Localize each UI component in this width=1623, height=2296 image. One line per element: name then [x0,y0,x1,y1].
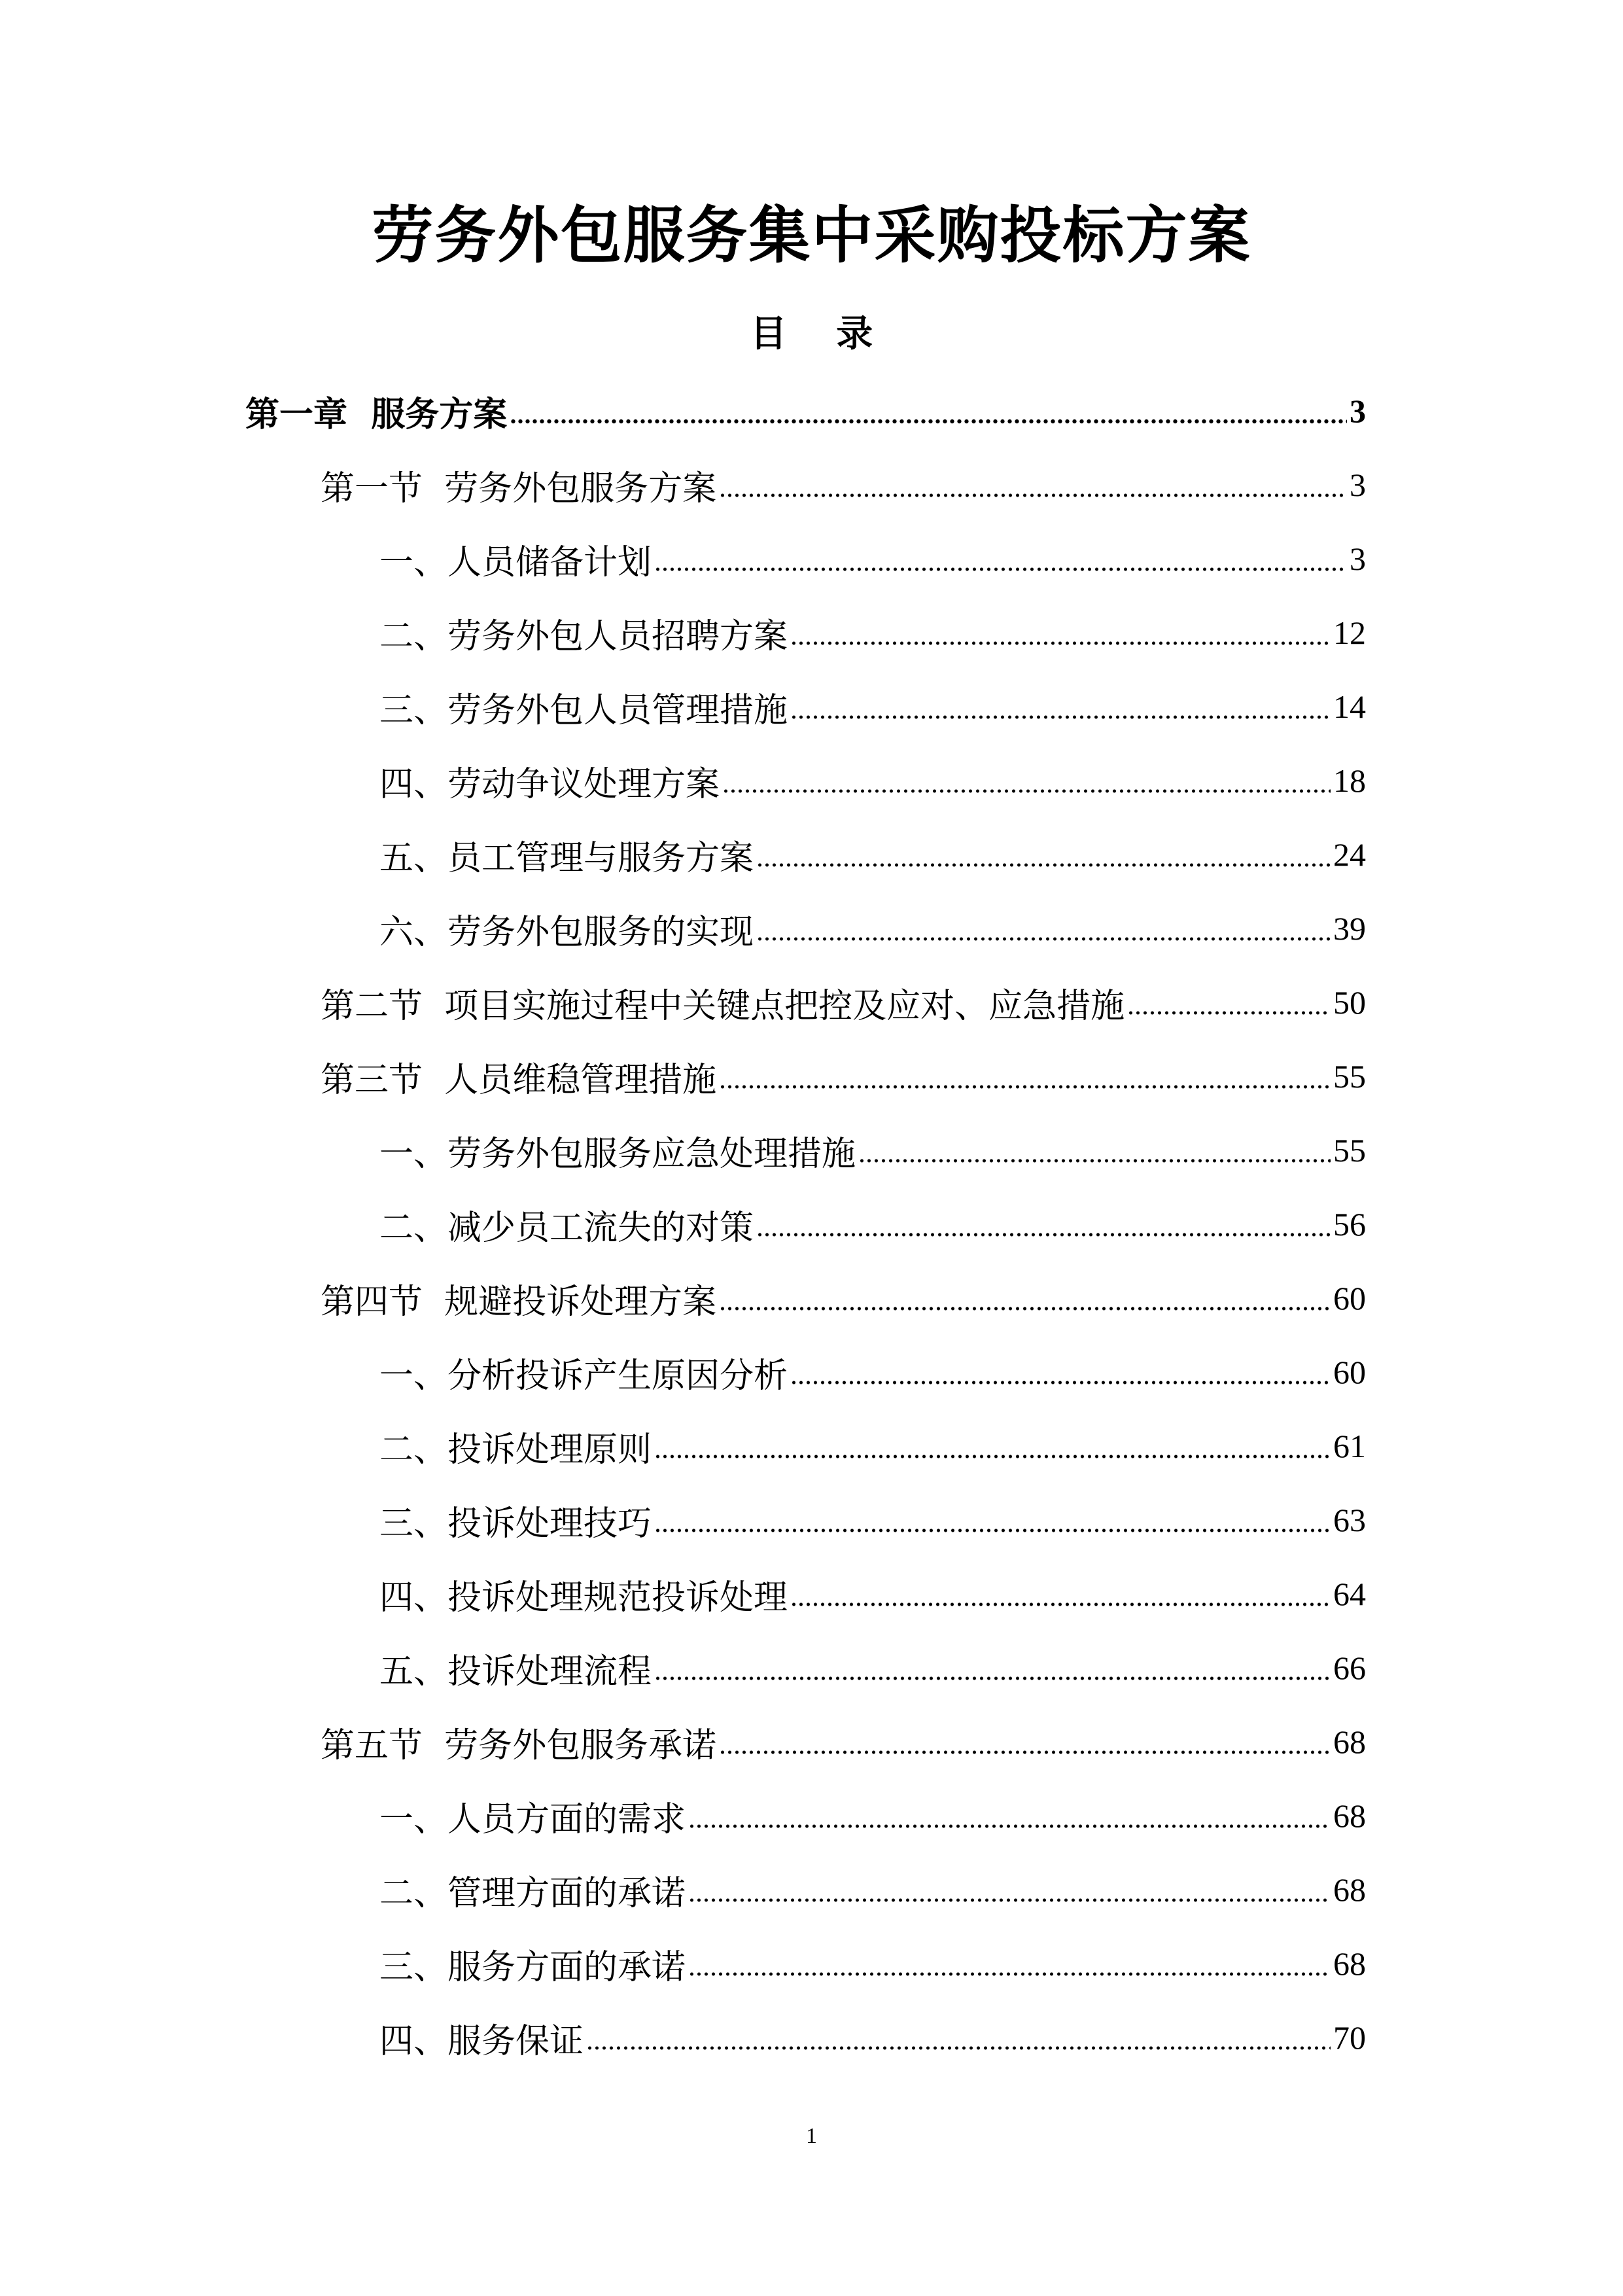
toc-entry-number: 二、 [379,1430,448,1470]
toc-entry-number: 一、 [379,1134,448,1174]
toc-entry-item[interactable] [379,529,1366,588]
dot-leader [790,1601,1331,1608]
toc-entry-item[interactable] [379,1195,1366,1254]
toc-entry-number: 第四节 [321,1282,423,1322]
toc-entry-title: 项目实施过程中关键点把控及应对、应急措施 [444,986,1125,1026]
toc-entry-number: 二、 [379,1873,448,1913]
toc-entry-page: 66 [1333,1650,1366,1686]
dot-leader [719,492,1347,499]
toc-entry-number: 五、 [379,838,448,878]
toc-entry-page: 3 [1350,393,1366,429]
toc-entry-number: 四、 [379,764,448,804]
toc-entry-title: 投诉处理技巧 [447,1504,652,1544]
toc-entry-page: 68 [1333,1871,1366,1908]
dot-leader [688,1971,1331,1977]
toc-entry-number: 第五节 [321,1725,423,1765]
toc-entry-item[interactable] [379,1638,1366,1697]
toc-entry-item[interactable] [379,1934,1366,1993]
toc-entry-section-1[interactable] [321,455,1366,514]
toc-entry-item[interactable] [379,1564,1366,1623]
toc-entry-number: 二、 [379,616,448,656]
toc-entry-page: 60 [1333,1280,1366,1316]
dot-leader [756,1231,1331,1238]
toc-entry-item[interactable] [379,1417,1366,1475]
toc-entry-number: 第一节 [321,468,423,508]
toc-entry-number: 三、 [379,690,448,730]
toc-entry-title: 劳务外包人员管理措施 [447,690,788,730]
toc-entry-number: 第三节 [321,1060,423,1100]
toc-entry-number: 五、 [379,1651,448,1691]
dot-leader [510,418,1347,425]
dot-leader [790,714,1331,720]
toc-entry-number: 二、 [379,1208,448,1248]
toc-heading: 目 录 [750,312,892,355]
toc-entry-title: 劳动争议处理方案 [447,764,720,804]
toc-entry-number: 三、 [379,1504,448,1544]
toc-entry-title: 投诉处理规范投诉处理 [447,1578,788,1617]
toc-entry-chapter-1[interactable] [245,381,1366,440]
dot-leader [654,1527,1331,1534]
toc-entry-title: 劳务外包服务的实现 [447,912,754,952]
toc-entry-number: 三、 [379,1947,448,1987]
toc-entry-page: 68 [1333,1945,1366,1982]
toc-entry-page: 3 [1350,467,1366,503]
toc-entry-page: 50 [1333,984,1366,1021]
toc-entry-page: 12 [1333,614,1366,651]
dot-leader [654,1453,1331,1460]
toc-entry-section-5[interactable] [321,1712,1366,1771]
toc-entry-title: 投诉处理原则 [447,1430,652,1470]
toc-entry-title: 管理方面的承诺 [447,1873,686,1913]
dot-leader [719,1305,1331,1312]
dot-leader [1127,1010,1331,1016]
toc-entry-number: 第一章 [245,394,348,434]
dot-leader [654,566,1347,573]
page-number: 1 [806,2124,817,2148]
toc-entry-title: 减少员工流失的对策 [447,1208,754,1248]
toc-entry-item[interactable] [379,899,1366,958]
toc-entry-title: 劳务外包人员招聘方案 [447,616,788,656]
toc-entry-item[interactable] [379,1121,1366,1180]
toc-entry-title: 人员储备计划 [447,542,652,582]
dot-leader [719,1084,1331,1090]
toc-entry-title: 服务保证 [447,2021,584,2061]
toc-entry-title: 服务方面的承诺 [447,1947,686,1987]
toc-entry-number: 第二节 [321,986,423,1026]
toc-entry-page: 63 [1333,1502,1366,1538]
toc-entry-number: 四、 [379,1578,448,1617]
toc-entry-title: 服务方案 [371,394,508,434]
toc-entry-section-4[interactable] [321,1269,1366,1328]
toc-entry-item[interactable] [379,1860,1366,1919]
toc-entry-page: 68 [1333,1797,1366,1834]
toc-entry-page: 60 [1333,1354,1366,1390]
toc-entry-section-2[interactable] [321,973,1366,1032]
toc-entry-number: 六、 [379,912,448,952]
toc-entry-title: 人员方面的需求 [447,1799,686,1839]
dot-leader [858,1157,1331,1164]
dot-leader [654,1675,1331,1682]
toc-entry-title: 人员维稳管理措施 [444,1060,717,1100]
dot-leader [790,1379,1331,1386]
toc-entry-page: 64 [1333,1576,1366,1612]
dot-leader [688,1823,1331,1829]
toc-entry-item[interactable] [379,677,1366,736]
toc-entry-item[interactable] [379,825,1366,884]
toc-entry-item[interactable] [379,751,1366,810]
toc-entry-title: 规避投诉处理方案 [444,1282,717,1322]
toc-entry-item[interactable] [379,1786,1366,1845]
dot-leader [586,2045,1331,2051]
toc-entry-title: 投诉处理流程 [447,1651,652,1691]
dot-leader [756,862,1331,868]
toc-entry-page: 68 [1333,1723,1366,1760]
toc-entry-page: 55 [1333,1132,1366,1169]
toc-entry-section-3[interactable] [321,1047,1366,1106]
toc-entry-title: 分析投诉产生原因分析 [447,1356,788,1396]
toc-entry-page: 56 [1333,1206,1366,1243]
toc-entry-item[interactable] [379,2008,1366,2067]
toc-entry-title: 员工管理与服务方案 [447,838,754,878]
toc-entry-number: 一、 [379,1356,448,1396]
dot-leader [722,788,1331,794]
toc-entry-page: 61 [1333,1428,1366,1464]
dot-leader [688,1897,1331,1903]
toc-entry-page: 24 [1333,836,1366,873]
toc-entry-title: 劳务外包服务承诺 [444,1725,717,1765]
document-title: 劳务外包服务集中采购投标方案 [372,200,1251,272]
toc-entry-item[interactable] [379,1343,1366,1402]
toc-entry-title: 劳务外包服务应急处理措施 [447,1134,856,1174]
toc-entry-page: 39 [1333,910,1366,947]
toc-entry-page: 3 [1350,540,1366,577]
toc-entry-page: 14 [1333,688,1366,725]
dot-leader [756,936,1331,942]
toc-entry-page: 55 [1333,1058,1366,1095]
toc-entry-item[interactable] [379,603,1366,662]
toc-entry-number: 一、 [379,542,448,582]
toc-entry-item[interactable] [379,1491,1366,1549]
dot-leader [790,640,1331,646]
dot-leader [719,1749,1331,1756]
toc-entry-number: 四、 [379,2021,448,2061]
toc-entry-title: 劳务外包服务方案 [444,468,717,508]
toc-entry-page: 70 [1333,2019,1366,2056]
toc-entry-page: 18 [1333,762,1366,799]
toc-entry-number: 一、 [379,1799,448,1839]
